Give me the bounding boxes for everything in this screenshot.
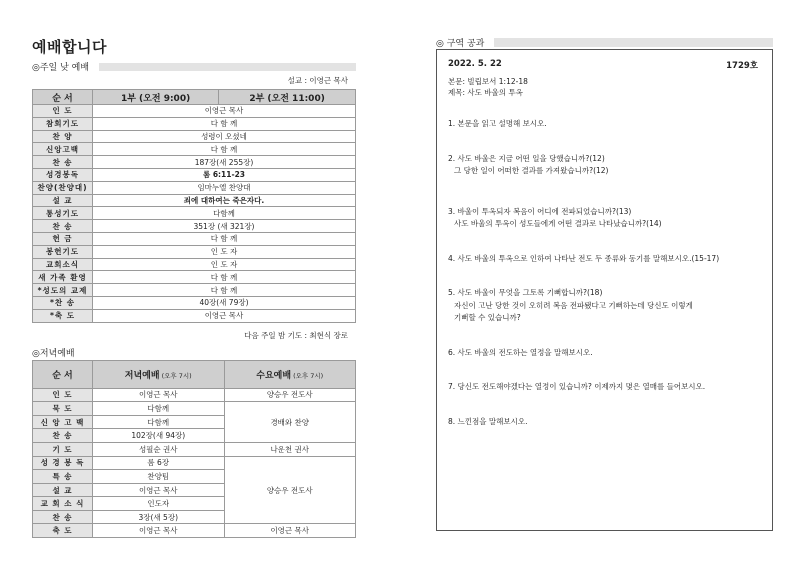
row-value: 351장 (새 321장) <box>93 220 356 233</box>
row-label: 묵 도 <box>33 402 93 416</box>
row-label: *성도의 교제 <box>33 284 93 297</box>
row-value: 40장(새 79장) <box>93 296 356 309</box>
table-row <box>33 524 356 538</box>
page-title: 예배합니다 <box>32 38 107 56</box>
lesson-passage: 본문: 빌립보서 1:12-18 <box>448 77 528 86</box>
evening-value: 다함께 <box>93 415 225 429</box>
table-row <box>33 442 356 456</box>
question-text: 2. 사도 바울은 지금 어떤 일을 당했습니까?(12) <box>448 153 605 163</box>
row-value: 다 함 께 <box>93 232 356 245</box>
table-row <box>33 232 356 245</box>
row-value: 다 함 께 <box>93 271 356 284</box>
question-3 <box>448 206 758 231</box>
row-label: 통성기도 <box>33 207 93 220</box>
table-row <box>33 388 356 402</box>
wednesday-value: 나운천 권사 <box>224 442 356 456</box>
question-5 <box>448 287 758 325</box>
right-panel <box>436 36 773 531</box>
issue-number: 1729호 <box>726 61 758 71</box>
row-value: 다 함 께 <box>93 284 356 297</box>
question-8 <box>448 416 758 429</box>
row-value: 이영근 목사 <box>93 309 356 322</box>
row-value: 187장(새 255장) <box>93 156 356 169</box>
speaker-label: 설교 : <box>287 76 307 85</box>
question-text: 1. 본문을 읽고 설명해 보시오. <box>448 119 547 128</box>
column-header-wednesday <box>224 360 356 388</box>
speaker-line <box>32 75 348 86</box>
evening-value: 102장(새 94장) <box>93 429 225 443</box>
row-label: 설 교 <box>33 194 93 207</box>
table-row <box>33 402 356 416</box>
table-row <box>33 181 356 194</box>
speaker-name: 이영근 목사 <box>309 76 348 85</box>
row-label: 찬 송 <box>33 220 93 233</box>
evening-value: 이영근 목사 <box>93 388 225 402</box>
question-text: 7. 당신도 전도해야겠다는 열정이 있습니까? 이제까지 몇은 열매를 들어보시오. <box>448 382 706 391</box>
table-row <box>33 105 356 118</box>
lesson-box <box>436 49 773 531</box>
row-value: 다 함 께 <box>93 143 356 156</box>
question-text: 6. 사도 바울의 전도하는 열정을 말해보시오. <box>448 347 593 357</box>
question-text: 8. 느낀점을 말해보시오. <box>448 416 528 426</box>
table-row <box>33 220 356 233</box>
question-7 <box>448 381 758 394</box>
question-subtext: 사도 바울의 투옥이 성도들에게 어떤 결과로 나타났습니까?(14) <box>454 219 662 228</box>
wednesday-value: 양승우 전도사 <box>224 388 356 402</box>
table-row <box>33 258 356 271</box>
table-row <box>33 156 356 169</box>
morning-service-header <box>32 61 356 72</box>
row-label: 신 앙 고 백 <box>33 415 93 429</box>
left-panel <box>32 36 356 538</box>
row-label: 새 가족 환영 <box>33 271 93 284</box>
sermon-title: 죄에 대하여는 죽은자다. <box>93 194 356 207</box>
row-label: 찬 양 <box>33 130 93 143</box>
wednesday-time: (오후 7시) <box>293 371 324 380</box>
table-header-row <box>33 360 356 388</box>
question-text: 3. 바울이 투옥되자 복음이 어디에 전파되었습니까?(13) <box>448 206 632 216</box>
header-bar <box>99 63 356 71</box>
row-label: 봉헌기도 <box>33 245 93 258</box>
question-6 <box>448 347 758 360</box>
row-value: 임마누엘 찬양대 <box>93 181 356 194</box>
table-row <box>33 296 356 309</box>
morning-service-title: ◎주일 낮 예배 <box>32 63 90 73</box>
evening-service-table <box>32 360 356 539</box>
table-row <box>33 194 356 207</box>
evening-value: 찬양팀 <box>93 470 225 484</box>
evening-value: 이영근 목사 <box>93 483 225 497</box>
row-label: 참회기도 <box>33 117 93 130</box>
row-label: 신앙고백 <box>33 143 93 156</box>
wednesday-value: 경배와 찬양 <box>224 402 356 443</box>
row-label: 찬 송 <box>33 429 93 443</box>
wednesday-value: 이영근 목사 <box>224 524 356 538</box>
table-row <box>33 309 356 322</box>
row-label: 축 도 <box>33 524 93 538</box>
question-text: 5. 사도 바울이 무엇을 그토록 기뻐합니까?(18) <box>448 288 603 297</box>
evening-value: 성필순 권사 <box>93 442 225 456</box>
table-row <box>33 117 356 130</box>
table-row <box>33 245 356 258</box>
question-subtext: 기뻐할 수 있습니까? <box>454 313 521 322</box>
column-header-order: 순 서 <box>33 360 93 388</box>
row-label: 찬 송 <box>33 156 93 169</box>
scripture-reading: 롬 6:11-23 <box>93 168 356 181</box>
row-label: 인 도 <box>33 105 93 118</box>
morning-service-table <box>32 89 356 323</box>
table-row <box>33 168 356 181</box>
row-label: *찬 송 <box>33 296 93 309</box>
column-header-evening <box>93 360 225 388</box>
row-label: 특 송 <box>33 470 93 484</box>
question-subtext: 자신이 고난 당한 것이 오히려 복음 전파됐다고 기뻐하는데 당신도 이렇게 <box>454 300 693 310</box>
cell-lesson-header <box>436 36 773 48</box>
row-label: 설 교 <box>33 483 93 497</box>
row-value: 인 도 자 <box>93 245 356 258</box>
row-label: 성경봉독 <box>33 168 93 181</box>
evening-service-title: ◎저녁예배 <box>32 348 75 359</box>
wednesday-value: 양승우 전도사 <box>224 456 356 524</box>
evening-time: (오후 7시) <box>161 371 192 380</box>
evening-value: 이영근 목사 <box>93 524 225 538</box>
lesson-top-line <box>448 59 758 71</box>
row-label: 헌 금 <box>33 232 93 245</box>
question-4 <box>448 253 758 266</box>
column-header-first-service: 1부 (오전 9:00) <box>93 90 219 105</box>
question-1 <box>448 118 758 131</box>
next-prayer-note: 다음 주일 밤 기도 : 최현식 장로 <box>244 330 348 340</box>
row-label: 교회소식 <box>33 258 93 271</box>
evening-value: 3장(새 5장) <box>93 510 225 524</box>
table-row <box>33 271 356 284</box>
lesson-date: 2022. 5. 22 <box>448 59 502 69</box>
column-header-order: 순 서 <box>33 90 93 105</box>
evening-value: 다함께 <box>93 402 225 416</box>
row-value: 다함께 <box>93 207 356 220</box>
lesson-subject: 제목: 사도 바울의 투옥 <box>448 88 523 97</box>
evening-value: 인도자 <box>93 497 225 511</box>
row-label: 교 회 소 식 <box>33 497 93 511</box>
row-label: 찬양(찬양대) <box>33 181 93 194</box>
row-value: 성령이 오셨네 <box>93 130 356 143</box>
table-row <box>33 207 356 220</box>
row-label: 기 도 <box>33 442 93 456</box>
question-2 <box>448 153 758 178</box>
table-row <box>33 456 356 470</box>
evening-value: 롬 6장 <box>93 456 225 470</box>
table-row <box>33 284 356 297</box>
column-header-second-service: 2부 (오전 11:00) <box>219 90 356 105</box>
table-row <box>33 143 356 156</box>
row-value: 다 함 께 <box>93 117 356 130</box>
cell-lesson-title: ◎ 구역 공과 <box>436 38 485 49</box>
header-bar <box>494 38 773 47</box>
row-label: 인 도 <box>33 388 93 402</box>
table-row <box>33 130 356 143</box>
evening-service-header <box>32 347 356 358</box>
question-text: 4. 사도 바울의 투옥으로 인하여 나타난 전도 두 종류와 동기를 말해보시오.(15-17) <box>448 253 720 263</box>
row-value: 인 도 자 <box>93 258 356 271</box>
table-header-row <box>33 90 356 105</box>
wednesday-title: 수요예배 <box>256 370 292 381</box>
row-value: 이영근 목사 <box>93 105 356 118</box>
evening-title: 저녁예배 <box>124 370 160 381</box>
row-label: *축 도 <box>33 309 93 322</box>
question-subtext: 그 당한 일이 어떠한 결과를 가져왔습니까?(12) <box>454 166 609 175</box>
row-label: 성 경 봉 독 <box>33 456 93 470</box>
row-label: 찬 송 <box>33 510 93 524</box>
